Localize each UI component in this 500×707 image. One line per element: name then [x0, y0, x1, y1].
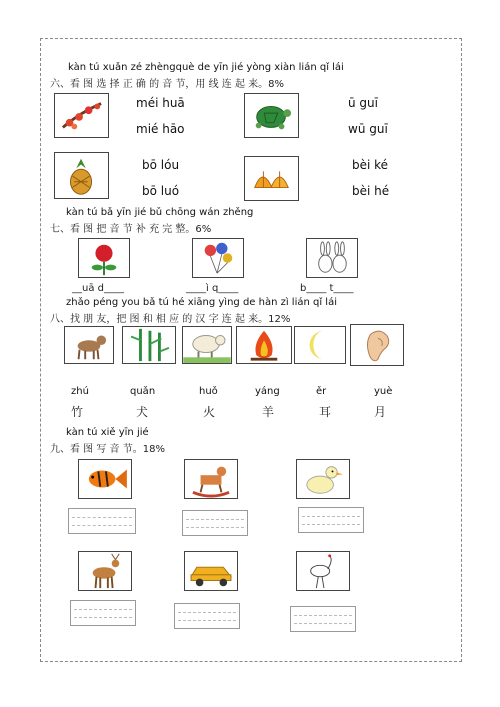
blank-bai-tu: b____ t____ [300, 283, 354, 294]
answer-box-car[interactable] [174, 603, 240, 629]
car-icon [184, 551, 238, 591]
sec8-title: 八、找 朋 友，把 图 和 相 应 的 汉 字 连 起 来。12% [50, 314, 291, 325]
pinyin-zhu: zhú [71, 386, 89, 397]
pinyin-er: ěr [316, 386, 327, 397]
rose-icon [78, 238, 130, 278]
rabbits-icon [306, 238, 358, 278]
sec7-pinyin: kàn tú bǎ yīn jié bǔ chōng wán zhěng [66, 207, 254, 218]
goldfish-icon [78, 459, 132, 499]
fire-icon [236, 326, 292, 364]
bamboo-icon [122, 326, 176, 364]
crane-icon [296, 551, 350, 591]
option-mei-hua: méi huā [136, 96, 185, 110]
deer-icon [78, 551, 132, 591]
sec8-pinyin: zhǎo péng you bǎ tú hé xiāng yìng de hàn zì lián qǐ lái [66, 297, 337, 308]
shells-icon [244, 156, 299, 201]
sec9-pinyin: kàn tú xiě yīn jié [66, 427, 149, 438]
sec6-pinyin: kàn tú xuǎn zé zhèngquè de yīn jié yòng xiàn lián qǐ lái [68, 62, 344, 73]
moon-icon [294, 326, 346, 364]
answer-box-duck[interactable] [298, 507, 364, 533]
option-bo-lou: bō lóu [142, 158, 180, 172]
option-bei-he: bèi hé [352, 184, 390, 198]
rocking-horse-icon [184, 459, 238, 499]
blank-qi-qiu: ____ì q____ [186, 283, 239, 294]
pinyin-yang: yáng [255, 386, 280, 397]
option-wu-gui: wū guī [348, 122, 388, 136]
blank-hua-duo: __uā d____ [72, 283, 124, 294]
turtle-icon [244, 93, 299, 138]
sec6-title: 六、看 图 选 择 正 确 的 音 节，用 线 连 起 来。8% [50, 79, 285, 90]
hanzi-quan: 犬 [136, 405, 149, 419]
ear-icon [350, 324, 404, 366]
hanzi-yue: 月 [374, 405, 387, 419]
hanzi-huo: 火 [203, 405, 216, 419]
option-bo-luo: bō luó [142, 184, 180, 198]
option-bei-ke: bèi ké [352, 158, 389, 172]
answer-box-goldfish[interactable] [68, 508, 136, 534]
pinyin-quan: quǎn [130, 386, 156, 397]
answer-box-crane[interactable] [290, 606, 356, 632]
pinyin-huo: huǒ [199, 386, 218, 397]
sec9-title: 九、看 图 写 音 节。18% [50, 444, 165, 455]
duck-icon [296, 459, 350, 499]
pinyin-yue: yuè [374, 386, 393, 397]
option-mie-hao: mié hāo [136, 122, 185, 136]
answer-box-deer[interactable] [70, 600, 136, 626]
option-u-gui: ū guī [348, 96, 378, 110]
sec7-title: 七、看 图 把 音 节 补 充 完 整。6% [50, 224, 212, 235]
dog-icon [64, 326, 114, 364]
hanzi-yang: 羊 [262, 405, 275, 419]
plum-blossom-icon [54, 93, 109, 138]
balloons-icon [192, 238, 244, 278]
answer-box-rocking-horse[interactable] [182, 510, 248, 536]
sheep-icon [182, 326, 232, 364]
pineapple-icon [54, 152, 109, 199]
hanzi-zhu: 竹 [71, 405, 84, 419]
hanzi-er: 耳 [319, 405, 332, 419]
